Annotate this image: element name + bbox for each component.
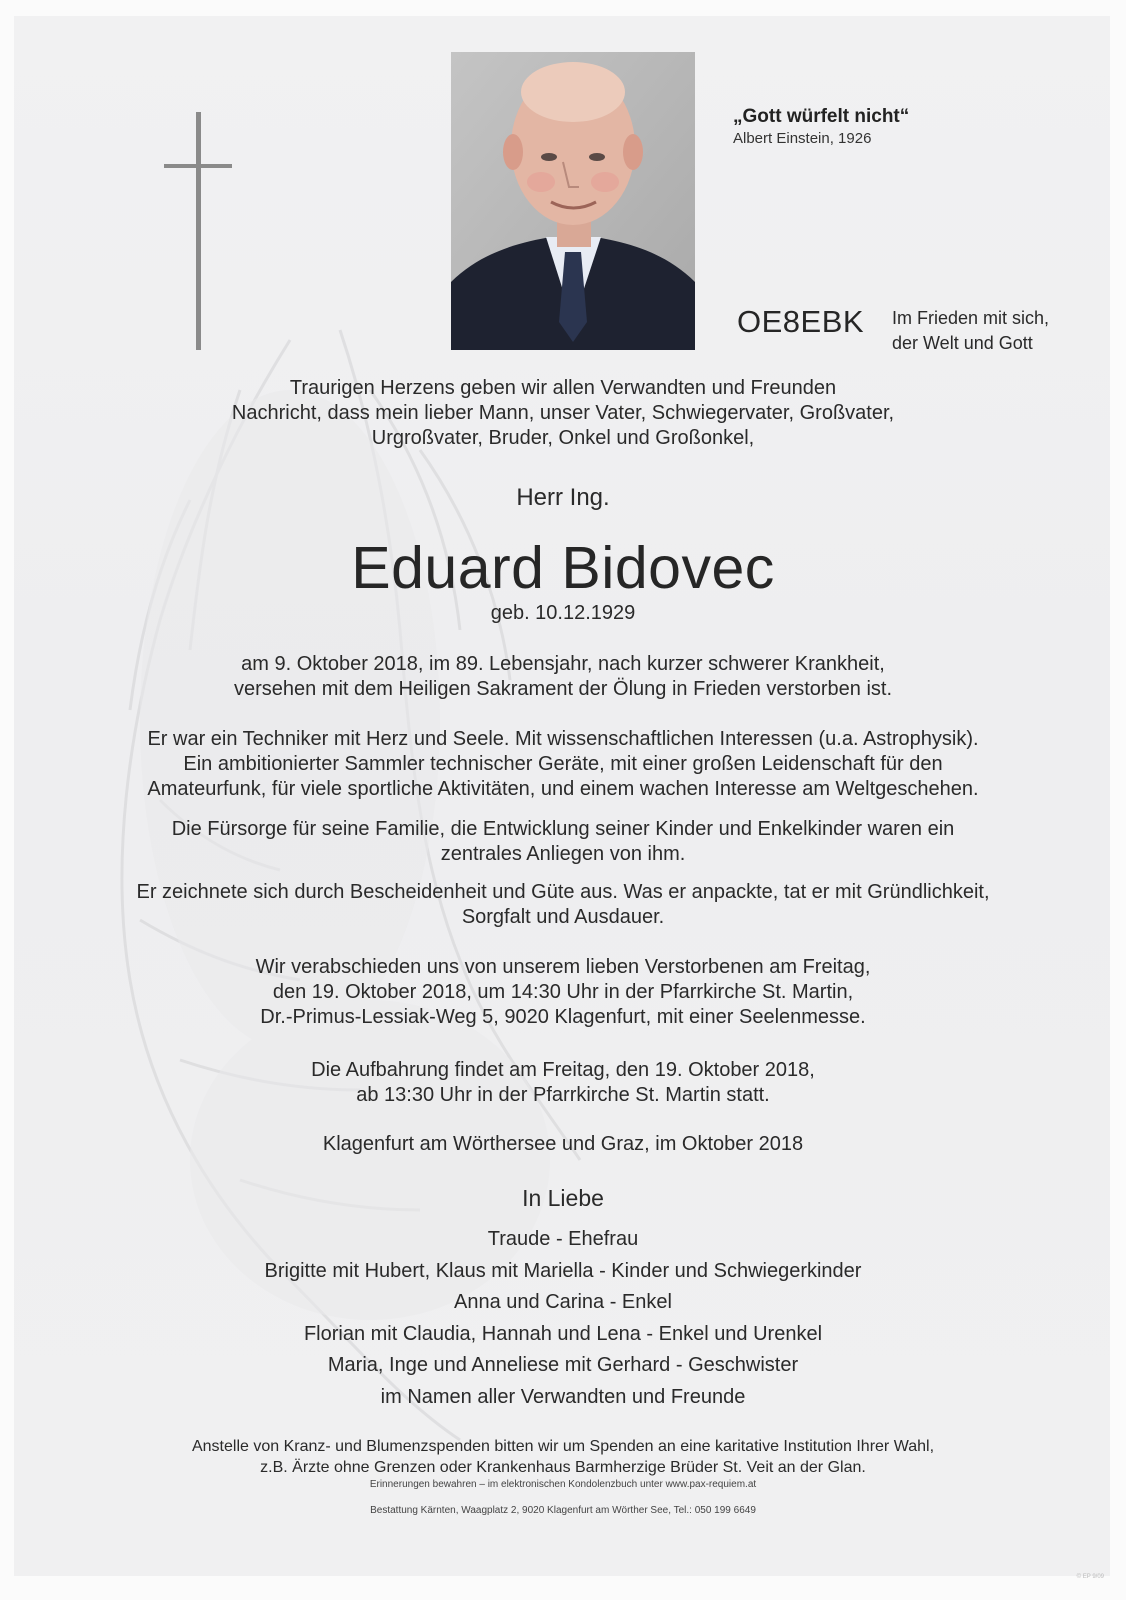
quote-text: „Gott würfelt nicht“	[733, 106, 910, 127]
death-line: am 9. Oktober 2018, im 89. Lebensjahr, nach kurzer schwerer Krankheit,	[241, 653, 885, 675]
viewing-line: ab 13:30 Uhr in der Pfarrkirche St. Martin statt.	[356, 1084, 770, 1106]
family-care-line: Die Fürsorge für seine Familie, die Entwicklung seiner Kinder und Enkelkinder waren ein	[171, 818, 955, 840]
family-list	[20, 1224, 1106, 1413]
bio-line: Ein ambitionierter Sammler technischer Geräte, mit einer großen Leidenschaft für den	[183, 753, 943, 775]
intro-line: Urgroßvater, Bruder, Onkel und Großonkel,	[371, 427, 755, 449]
birth-date: geb. 10.12.1929	[490, 602, 636, 624]
family-line: Maria, Inge und Anneliese mit Gerhard - Geschwister	[327, 1354, 799, 1376]
peace-line: der Welt und Gott	[892, 333, 1033, 353]
character-line: Er zeichnete sich durch Bescheidenheit und Güte aus. Was er anpackte, tat er mit Gründlichkeit,	[136, 881, 990, 903]
bio-line: Amateurfunk, für viele sportliche Aktivitäten, und einem wachen Interesse am Weltgeschehen.	[147, 778, 979, 800]
farewell-paragraph	[20, 955, 1106, 1030]
quote-author: Albert Einstein, 1926	[733, 130, 872, 147]
donation-line: z.B. Ärzte ohne Grenzen oder Krankenhaus Barmherzige Brüder St. Veit an der Glan.	[260, 1459, 866, 1476]
family-line: Brigitte mit Hubert, Klaus mit Mariella - Kinder und Schwiegerkinder	[264, 1259, 862, 1282]
family-care-line: zentrales Anliegen von ihm.	[440, 843, 686, 865]
donation-line: Anstelle von Kranz- und Blumenzspenden bitten wir um Spenden an eine karitative Institution Ihrer Wahl,	[191, 1438, 935, 1455]
honorific-title: Herr Ing.	[516, 484, 610, 511]
character-paragraph	[20, 880, 1106, 930]
intro-paragraph	[20, 376, 1106, 451]
viewing-paragraph	[20, 1058, 1106, 1108]
portrait-photo	[451, 52, 695, 350]
deceased-name: Eduard Bidovec	[351, 535, 775, 601]
quote-block	[733, 106, 909, 147]
family-line: Traude - Ehefrau	[487, 1228, 639, 1250]
donation-paragraph	[20, 1436, 1106, 1478]
peace-line: Im Frieden mit sich,	[892, 308, 1050, 328]
intro-line: Nachricht, dass mein lieber Mann, unser Vater, Schwiegervater, Großvater,	[231, 402, 895, 424]
cross-icon	[164, 112, 234, 352]
viewing-line: Die Aufbahrung findet am Freitag, den 19. Oktober 2018,	[311, 1059, 815, 1081]
bio-paragraph	[20, 727, 1106, 802]
family-care-paragraph	[20, 817, 1106, 867]
character-line: Sorgfalt und Ausdauer.	[461, 906, 665, 928]
family-line: Anna und Carina - Enkel	[454, 1291, 672, 1313]
condolence-note: Erinnerungen bewahren – im elektronischen Kondolenzbuch unter www.pax-requiem.at	[369, 1479, 757, 1490]
death-line: versehen mit dem Heiligen Sakrament der Ölung in Frieden verstorben ist.	[233, 678, 893, 700]
farewell-line: Dr.-Primus-Lessiak-Weg 5, 9020 Klagenfurt, mit einer Seelenmesse.	[260, 1006, 866, 1028]
farewell-line: Wir verabschieden uns von unserem lieben Verstorbenen am Freitag,	[255, 956, 871, 978]
family-line: Florian mit Claudia, Hannah und Lena - Enkel und Urenkel	[303, 1322, 823, 1345]
in-love-heading: In Liebe	[522, 1185, 604, 1211]
undertaker-info: Bestattung Kärnten, Waagplatz 2, 9020 Klagenfurt am Wörther See, Tel.: 050 199 6649	[370, 1505, 756, 1516]
peace-text	[892, 306, 1049, 356]
callsign: OE8EBK	[737, 304, 865, 339]
corner-mark: © EP 9/09	[1076, 1574, 1104, 1580]
intro-line: Traurigen Herzens geben wir allen Verwandten und Freunden	[289, 377, 837, 399]
death-paragraph	[20, 652, 1106, 702]
family-line: im Namen aller Verwandten und Freunde	[380, 1385, 746, 1408]
place-and-date: Klagenfurt am Wörthersee und Graz, im Oktober 2018	[322, 1133, 804, 1155]
farewell-line: den 19. Oktober 2018, um 14:30 Uhr in der Pfarrkirche St. Martin,	[272, 981, 854, 1003]
bio-line: Er war ein Techniker mit Herz und Seele. Mit wissenschaftlichen Interessen (u.a. Astrophysik).	[147, 728, 979, 750]
